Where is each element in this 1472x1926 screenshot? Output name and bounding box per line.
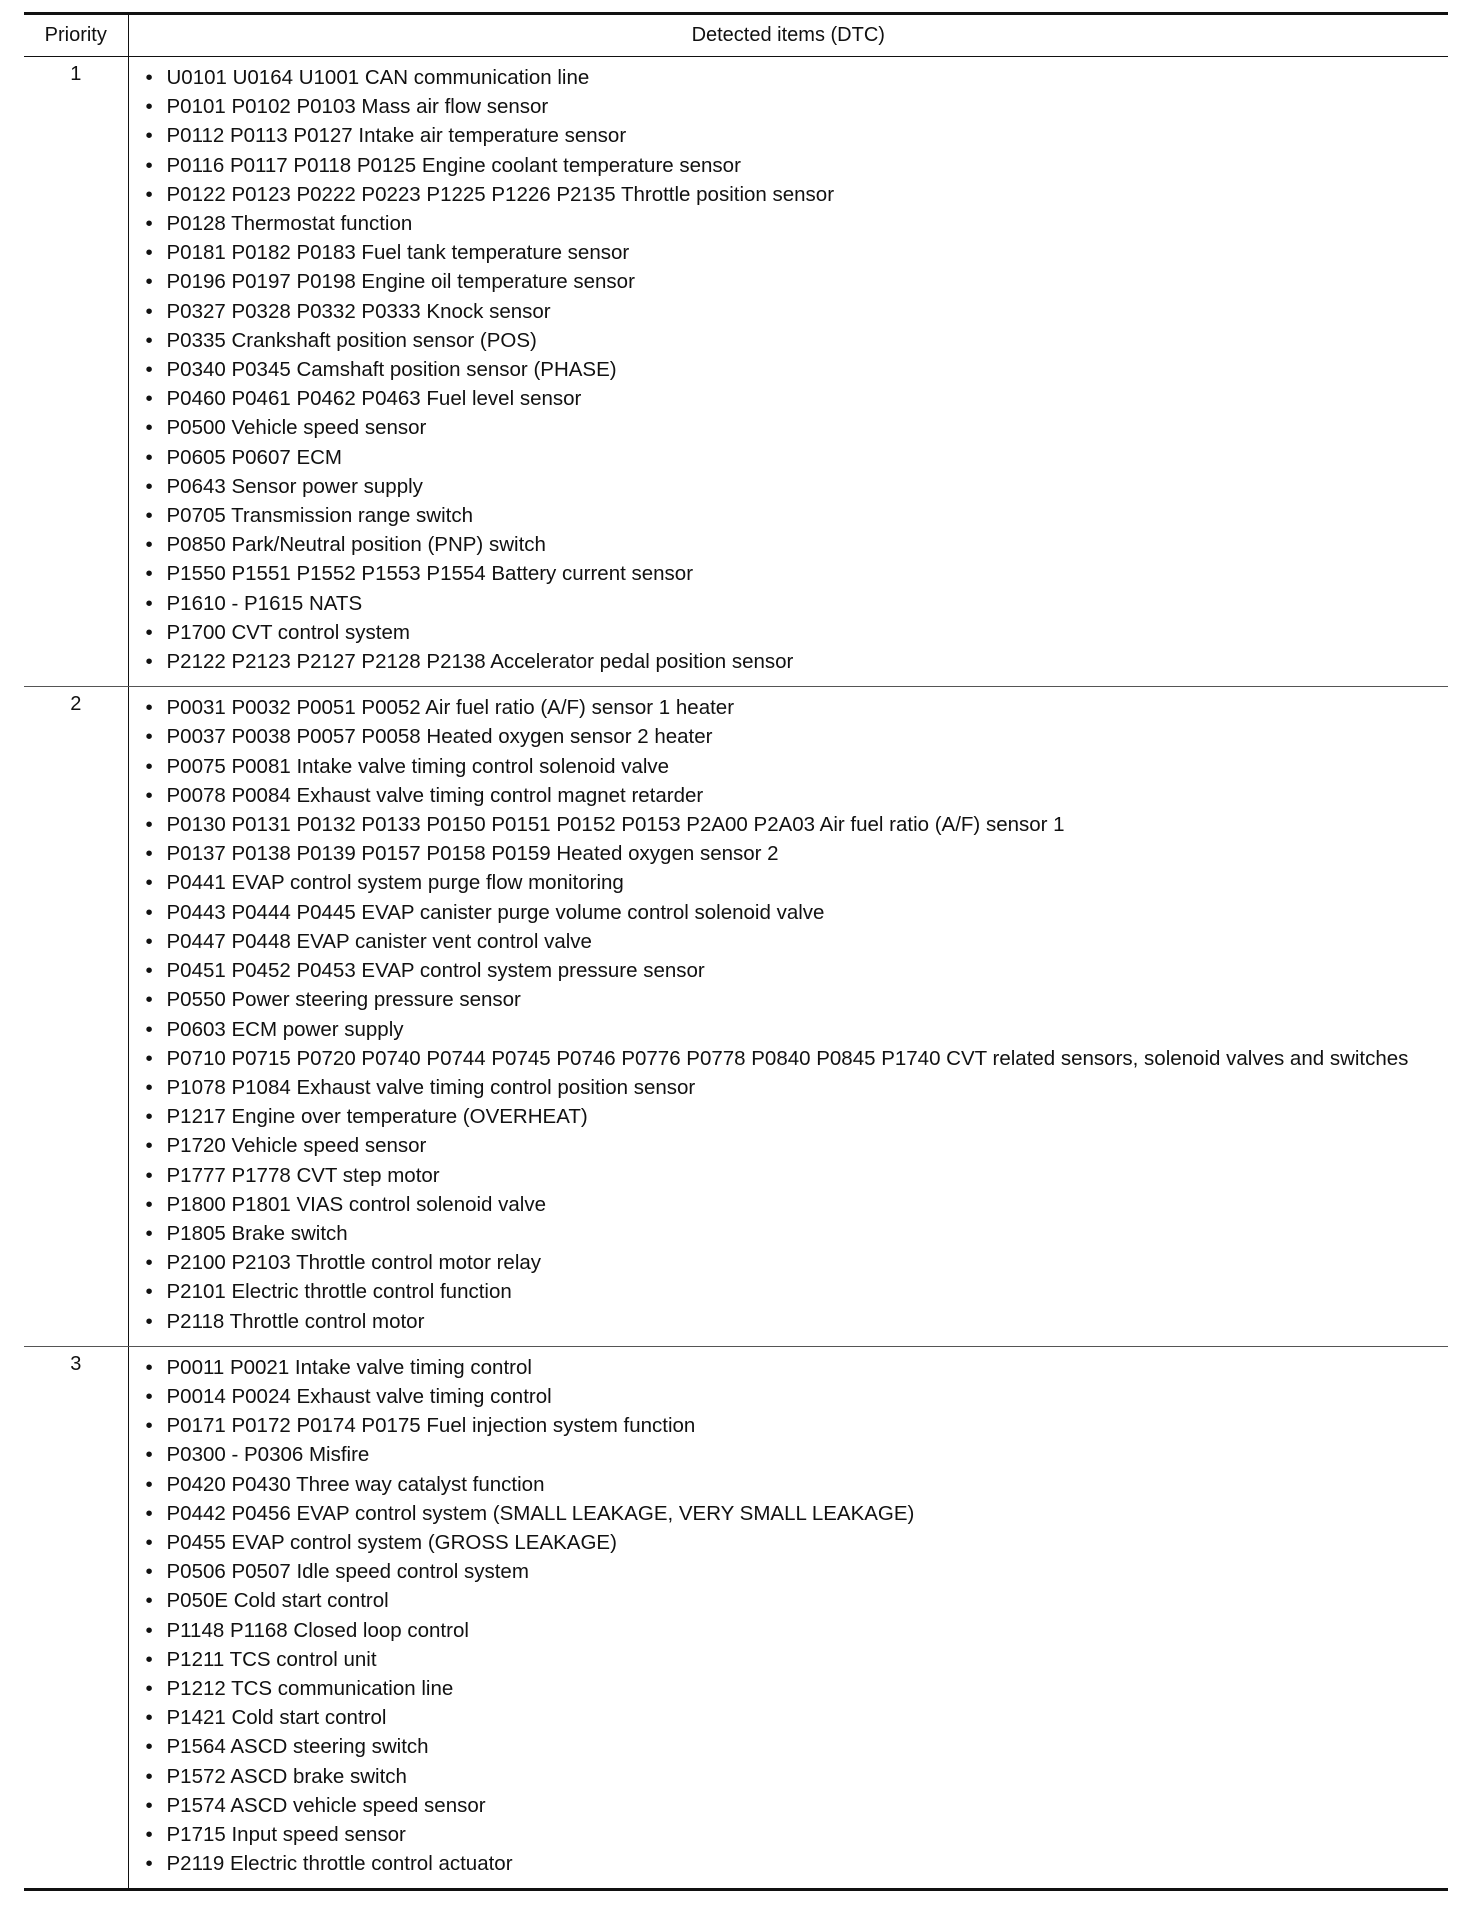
dtc-list-item: • P0420 P0430 Three way catalyst function: [145, 1470, 1439, 1499]
dtc-list-item: • P0550 Power steering pressure sensor: [145, 985, 1439, 1014]
dtc-list-item: • P1610 - P1615 NATS: [145, 589, 1439, 618]
table-body: [24, 57, 1448, 1890]
dtc-list-item: • P1550 P1551 P1552 P1553 P1554 Battery current sensor: [145, 559, 1439, 588]
priority-group-row: [24, 57, 1448, 687]
priority-value: 2: [24, 687, 128, 1346]
priority-column-header: Priority: [24, 14, 128, 57]
dtc-list-item: • P1211 TCS control unit: [145, 1645, 1439, 1674]
dtc-list-item: • P0130 P0131 P0132 P0133 P0150 P0151 P0152 P0153 P2A00 P2A03 Air fuel ratio (A/F) sensor 1: [145, 810, 1439, 839]
dtc-list-item: • P050E Cold start control: [145, 1586, 1439, 1615]
dtc-list-item: • P0705 Transmission range switch: [145, 501, 1439, 530]
dtc-list-item: • P0181 P0182 P0183 Fuel tank temperature sensor: [145, 238, 1439, 267]
dtc-list-item: • P0643 Sensor power supply: [145, 472, 1439, 501]
dtc-list-item: • P0300 - P0306 Misfire: [145, 1440, 1439, 1469]
detected-items-cell: [128, 687, 1448, 1346]
dtc-list-item: • P0101 P0102 P0103 Mass air flow sensor: [145, 92, 1439, 121]
dtc-list-item: • P0500 Vehicle speed sensor: [145, 413, 1439, 442]
dtc-list-item: • P0011 P0021 Intake valve timing control: [145, 1353, 1439, 1382]
dtc-list-item: • P0335 Crankshaft position sensor (POS): [145, 326, 1439, 355]
dtc-list-item: • P0455 EVAP control system (GROSS LEAKAGE): [145, 1528, 1439, 1557]
dtc-list-item: • P1715 Input speed sensor: [145, 1820, 1439, 1849]
dtc-list-item: • P0122 P0123 P0222 P0223 P1225 P1226 P2135 Throttle position sensor: [145, 180, 1439, 209]
table-header-row: [24, 14, 1448, 57]
dtc-list-item: • P0447 P0448 EVAP canister vent control valve: [145, 927, 1439, 956]
dtc-list-item: • P0443 P0444 P0445 EVAP canister purge volume control solenoid valve: [145, 898, 1439, 927]
dtc-list-item: • P1800 P1801 VIAS control solenoid valve: [145, 1190, 1439, 1219]
dtc-list-item: • P2122 P2123 P2127 P2128 P2138 Accelerator pedal position sensor: [145, 647, 1439, 676]
priority-value: 1: [24, 57, 128, 687]
dtc-list-item: • P0605 P0607 ECM: [145, 443, 1439, 472]
dtc-list-item: • P0451 P0452 P0453 EVAP control system pressure sensor: [145, 956, 1439, 985]
dtc-list-item: • P0116 P0117 P0118 P0125 Engine coolant temperature sensor: [145, 151, 1439, 180]
dtc-list-item: • P0850 Park/Neutral position (PNP) switch: [145, 530, 1439, 559]
dtc-list-item: • P2100 P2103 Throttle control motor relay: [145, 1248, 1439, 1277]
priority-group-row: [24, 687, 1448, 1346]
dtc-list-item: • P1212 TCS communication line: [145, 1674, 1439, 1703]
dtc-list-item: • P1078 P1084 Exhaust valve timing control position sensor: [145, 1073, 1439, 1102]
dtc-list-item: • P0112 P0113 P0127 Intake air temperature sensor: [145, 121, 1439, 150]
dtc-list-item: • P1564 ASCD steering switch: [145, 1732, 1439, 1761]
dtc-list-item: • P1572 ASCD brake switch: [145, 1762, 1439, 1791]
dtc-list-item: • P2119 Electric throttle control actuator: [145, 1849, 1439, 1878]
dtc-list-item: • P0460 P0461 P0462 P0463 Fuel level sensor: [145, 384, 1439, 413]
dtc-list-item: • P0128 Thermostat function: [145, 209, 1439, 238]
dtc-list-item: • P0710 P0715 P0720 P0740 P0744 P0745 P0746 P0776 P0778 P0840 P0845 P1740 CVT related sensors, solenoid valves and switches: [145, 1044, 1439, 1073]
dtc-list: [145, 63, 1439, 676]
dtc-list-item: • P0603 ECM power supply: [145, 1015, 1439, 1044]
dtc-list-item: • P0442 P0456 EVAP control system (SMALL LEAKAGE, VERY SMALL LEAKAGE): [145, 1499, 1439, 1528]
detected-items-cell: [128, 57, 1448, 687]
dtc-list-item: • P1148 P1168 Closed loop control: [145, 1616, 1439, 1645]
dtc-priority-table: [24, 12, 1448, 1891]
dtc-list-item: • P1777 P1778 CVT step motor: [145, 1161, 1439, 1190]
dtc-list-item: • P0327 P0328 P0332 P0333 Knock sensor: [145, 297, 1439, 326]
dtc-list-item: • P0031 P0032 P0051 P0052 Air fuel ratio (A/F) sensor 1 heater: [145, 693, 1439, 722]
dtc-list-item: • P0441 EVAP control system purge flow monitoring: [145, 868, 1439, 897]
dtc-list-item: • P0137 P0138 P0139 P0157 P0158 P0159 Heated oxygen sensor 2: [145, 839, 1439, 868]
dtc-list-item: • U0101 U0164 U1001 CAN communication line: [145, 63, 1439, 92]
dtc-list-item: • P1217 Engine over temperature (OVERHEAT): [145, 1102, 1439, 1131]
dtc-list-item: • P0196 P0197 P0198 Engine oil temperature sensor: [145, 267, 1439, 296]
dtc-list-item: • P1700 CVT control system: [145, 618, 1439, 647]
priority-value: 3: [24, 1346, 128, 1890]
priority-group-row: [24, 1346, 1448, 1890]
dtc-list-item: • P1574 ASCD vehicle speed sensor: [145, 1791, 1439, 1820]
dtc-list: [145, 1353, 1439, 1879]
detected-items-column-header: Detected items (DTC): [128, 14, 1448, 57]
dtc-list-item: • P0075 P0081 Intake valve timing control solenoid valve: [145, 752, 1439, 781]
dtc-list-item: • P0037 P0038 P0057 P0058 Heated oxygen sensor 2 heater: [145, 722, 1439, 751]
dtc-list-item: • P0340 P0345 Camshaft position sensor (PHASE): [145, 355, 1439, 384]
dtc-list-item: • P0506 P0507 Idle speed control system: [145, 1557, 1439, 1586]
dtc-list-item: • P0171 P0172 P0174 P0175 Fuel injection system function: [145, 1411, 1439, 1440]
dtc-list-item: • P0078 P0084 Exhaust valve timing control magnet retarder: [145, 781, 1439, 810]
dtc-list-item: • P1421 Cold start control: [145, 1703, 1439, 1732]
dtc-list-item: • P2101 Electric throttle control function: [145, 1277, 1439, 1306]
dtc-list-item: • P2118 Throttle control motor: [145, 1307, 1439, 1336]
dtc-list-item: • P1720 Vehicle speed sensor: [145, 1131, 1439, 1160]
detected-items-cell: [128, 1346, 1448, 1890]
dtc-list-item: • P1805 Brake switch: [145, 1219, 1439, 1248]
dtc-list-item: • P0014 P0024 Exhaust valve timing control: [145, 1382, 1439, 1411]
dtc-list: [145, 693, 1439, 1335]
